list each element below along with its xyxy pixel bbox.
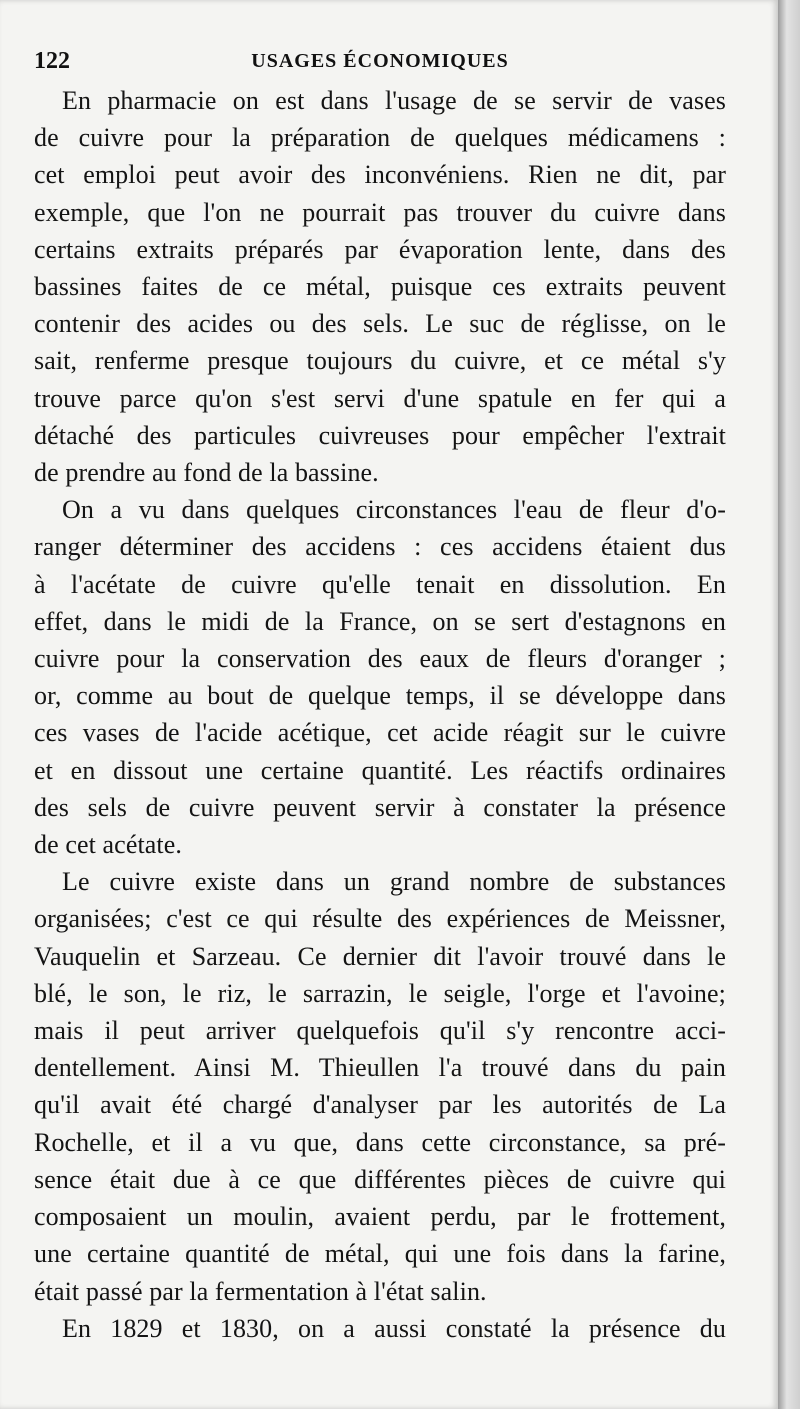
text-line: exemple, que l'on ne pourrait pas trouver du cuivre dans — [34, 197, 726, 227]
text-line: de cuivre pour la préparation de quelques médicamens : — [34, 123, 726, 153]
text-line: composaient un moulin, avaient perdu, par le frottement, — [34, 1202, 726, 1232]
body-text — [34, 82, 726, 1347]
text-line: des sels de cuivre peuvent servir à constater la présence — [34, 792, 726, 822]
text-line: On a vu dans quelques circonstances l'eau de fleur d'o- — [62, 495, 726, 525]
text-line: dentellement. Ainsi M. Thieullen l'a trouvé dans du pain — [34, 1053, 726, 1083]
text-line: à l'acétate de cuivre qu'elle tenait en dissolution. En — [34, 569, 726, 599]
paragraph — [34, 491, 726, 863]
text-line: blé, le son, le riz, le sarrazin, le seigle, l'orge et l'avoine; — [34, 978, 726, 1008]
text-line: certains extraits préparés par évaporation lente, dans des — [34, 234, 726, 264]
text-line: En 1829 et 1830, on a aussi constaté la présence du — [62, 1313, 726, 1343]
text-line: et en dissout une certaine quantité. Les réactifs ordinaires — [34, 755, 726, 785]
text-line: ranger déterminer des accidens : ces accidens étaient dus — [34, 532, 726, 562]
text-line: Le cuivre existe dans un grand nombre de substances — [62, 867, 726, 897]
text-line: ces vases de l'acide acétique, cet acide réagit sur le cuivre — [34, 718, 726, 748]
text-line: de prendre au fond de la bassine. — [34, 458, 379, 488]
text-line: trouve parce qu'on s'est servi d'une spatule en fer qui a — [34, 383, 726, 413]
text-line: sence était due à ce que différentes pièces de cuivre qui — [34, 1164, 726, 1194]
text-line: bassines faites de ce métal, puisque ces extraits peuvent — [34, 272, 726, 302]
running-head — [34, 40, 726, 80]
page-number: 122 — [34, 48, 70, 74]
text-line: cet emploi peut avoir des inconvéniens. Rien ne dit, par — [34, 160, 726, 190]
page-title: USAGES ÉCONOMIQUES — [251, 50, 509, 72]
text-line: or, comme au bout de quelque temps, il se développe dans — [34, 681, 726, 711]
text-line: mais il peut arriver quelquefois qu'il s'y rencontre acci- — [34, 1016, 726, 1046]
text-line: qu'il avait été chargé d'analyser par les autorités de La — [34, 1090, 726, 1120]
text-line: Vauquelin et Sarzeau. Ce dernier dit l'avoir trouvé dans le — [34, 941, 726, 971]
text-line: de cet acétate. — [34, 830, 182, 860]
text-line: Rochelle, et il a vu que, dans cette circonstance, sa pré- — [34, 1127, 726, 1157]
page-edge — [778, 0, 800, 1409]
text-line: une certaine quantité de métal, qui une fois dans la farine, — [34, 1239, 726, 1269]
text-line: contenir des acides ou des sels. Le suc de réglisse, on le — [34, 309, 726, 339]
text-line: effet, dans le midi de la France, on se sert d'estagnons en — [34, 606, 726, 636]
text-line: organisées; c'est ce qui résulte des expériences de Meissner, — [34, 904, 726, 934]
text-line: En pharmacie on est dans l'usage de se servir de vases — [62, 86, 726, 115]
paragraph — [34, 82, 726, 491]
text-line: détaché des particules cuivreuses pour empêcher l'extrait — [34, 420, 726, 450]
paragraph — [34, 863, 726, 1309]
text-line: cuivre pour la conservation des eaux de fleurs d'oranger ; — [34, 644, 726, 674]
text-line: sait, renferme presque toujours du cuivre, et ce métal s'y — [34, 346, 726, 376]
text-line: était passé par la fermentation à l'état salin. — [34, 1276, 487, 1306]
paragraph — [34, 1310, 726, 1347]
